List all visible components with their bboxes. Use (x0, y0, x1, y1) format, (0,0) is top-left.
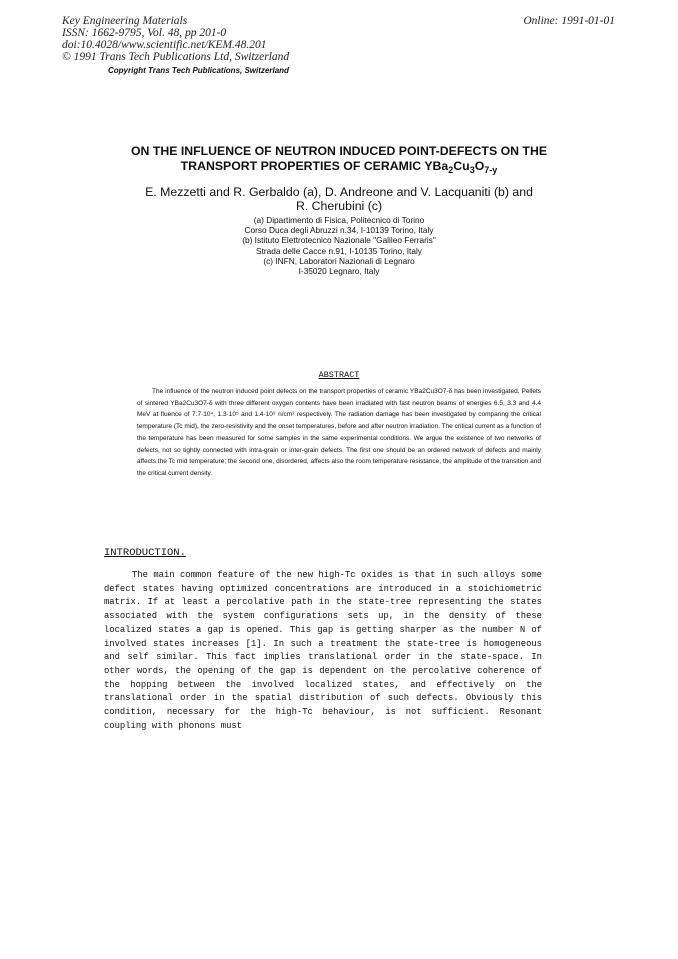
affiliation-line: (c) INFN, Laboratori Nazionali di Legnaro (263, 255, 415, 266)
authors-line-2: R. Cherubini (c) (295, 199, 383, 213)
affiliation-line: Corso Duca degli Abruzzi n.34, I-10139 Torino, Italy (244, 225, 434, 236)
title-line-1: ON THE INFLUENCE OF NEUTRON INDUCED POINT-DEFECTS ON THE (130, 144, 548, 158)
abstract-body: The influence of the neutron induced point defects on the transport properties of ceramic YBa2Cu3O7-δ has been investigated. Pellets of sintered YBa2Cu3O7-δ with three different oxygen contents have been irradiated with fast neutron beams of energies 6.5, 3.3 and 4.4 MeV at fluence of 7.7·10⁴, 1.3·10⁵ and 1.4·10⁹ n/cm² respectively. The radiation damage has been investigated by comparing the critical temperature (Tc mid), the zero-resistivity and the onset temperatures, before and after neutron irradiation. The critical current as a function of the temperature has been measured for some samples in the same experimental conditions. We argue the existence of two networks of defects, not so tightly connected with intra-grain or inter-grain defects. The first one should be an ordered network of defects and mainly affects the Tc mid temperature; the second one, disordered, affects also the room temperature resistance, the amplitude of the transition and the critical current density. (137, 388, 541, 477)
affiliation-line: Strada delle Cacce n.91, I-10135 Torino, Italy (256, 245, 422, 256)
online-date: Online: 1991-01-01 (523, 15, 615, 27)
copyright-stamp: Copyright Trans Tech Publications, Switzerland (108, 66, 289, 75)
title-line-2: TRANSPORT PROPERTIES OF CERAMIC $YBa_2Cu_3O_{7-y}$ (180, 159, 498, 175)
introduction-body: The main common feature of the new high-Tc oxides is that in such alloys some defect states having optimized concentrations are introduced in a stoichiometric matrix. If at least a percolative path in the state-tree representing the states associated with the system configurations sets up, in the density of these localized states a gap is opened. This gap is getting sharper as the number N of involved states increases [1]. In such a treatment the state-tree is homogeneous and self similar. This fact implies translational order in the state-space. In other words, the opening of the gap is dependent on the percolative coherence of the hopping between the involved localized states, and effectively on the translational order in the spatial distribution of such defects. Obviously this condition, necessary for the high-Tc behaviour, is not sufficient. Resonant coupling with phonons must (104, 570, 542, 731)
doi-link[interactable]: doi:10.4028/www.scientific.net/KEM.48.201 (62, 39, 267, 51)
affiliation-line: (a) Dipartimento di Fisica, Politecnico di Torino (253, 215, 425, 225)
issn-volume: ISSN: 1662-9795, Vol. 48, pp 201-0 (62, 27, 227, 39)
publication-metadata (62, 15, 289, 63)
introduction-heading: INTRODUCTION. (104, 547, 186, 559)
affiliation-line: I-35020 Legnaro, Italy (298, 266, 380, 277)
journal-name: Key Engineering Materials (62, 15, 188, 27)
copyright-line: © 1991 Trans Tech Publications Ltd, Switzerland (62, 51, 290, 63)
authors-line-1: E. Mezzetti and R. Gerbaldo (a), D. Andreone and V. Lacquaniti (b) and (145, 185, 533, 199)
author-list (60, 185, 618, 213)
paper-title (60, 144, 618, 174)
affiliations (160, 215, 518, 276)
affiliation-line: (b) Istituto Elettrotecnico Nazionale "Galileo Ferraris" (242, 235, 436, 246)
abstract-heading: ABSTRACT (318, 370, 360, 380)
